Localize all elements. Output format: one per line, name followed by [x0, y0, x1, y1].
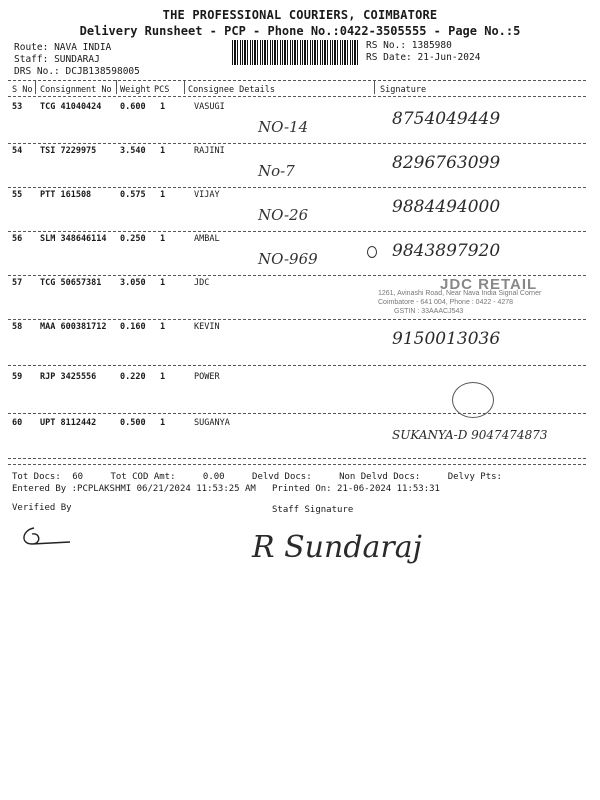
row-weight: 0.250	[120, 234, 146, 244]
row-pcs: 1	[160, 418, 166, 428]
row-divider	[8, 231, 586, 232]
row-pcs: 1	[160, 102, 166, 112]
delvy-pts-label: Delvy Pts:	[447, 472, 502, 482]
row-sno: 60	[12, 418, 23, 428]
row-divider	[8, 458, 586, 459]
row-signature-ink: 8754049449	[392, 109, 501, 129]
row-sno: 53	[12, 102, 23, 112]
col-header-pcs: PCS	[154, 85, 170, 95]
stamp-gstin: GSTIN : 33AAACJ543	[394, 308, 464, 315]
col-header-consignee: Consignee Details	[188, 85, 275, 95]
staff-label: Staff:	[14, 54, 49, 65]
row-divider	[8, 365, 586, 366]
row-consignee: VASUGI	[194, 102, 225, 112]
seal-stamp-icon	[452, 382, 494, 418]
footer-rule	[8, 464, 586, 465]
tot-docs-label: Tot Docs:	[12, 472, 61, 482]
row-weight: 3.540	[120, 146, 146, 156]
row-sno: 59	[12, 372, 23, 382]
row-weight: 0.600	[120, 102, 146, 112]
row-sno: 58	[12, 322, 23, 332]
verified-by-label: Verified By	[12, 503, 72, 513]
col-header-signature: Signature	[380, 85, 427, 95]
staff-signature-label: Staff Signature	[272, 505, 354, 515]
col-header-weight: Weight	[120, 85, 151, 95]
route-label: Route:	[14, 42, 49, 53]
row-handwritten-door-no: NO-969	[258, 250, 318, 268]
rs-no-info	[366, 40, 452, 51]
header-rule-bottom	[8, 96, 586, 97]
col-header-consignment: Consignment No	[40, 85, 112, 95]
row-signature-ink: 9843897920	[392, 241, 501, 261]
row-sno: 55	[12, 190, 23, 200]
row-signature-ink: SUKANYA-D 9047474873	[392, 428, 548, 442]
row-divider	[8, 319, 586, 320]
route-value: NAVA INDIA	[54, 42, 112, 53]
drs-label: DRS No.:	[14, 66, 60, 77]
row-handwritten-door-no: No-7	[258, 162, 295, 180]
row-handwritten-door-no: NO-26	[258, 206, 309, 224]
rs-date-value: 21-Jun-2024	[417, 52, 481, 63]
verifier-signature-icon	[14, 520, 74, 550]
row-consignee: AMBAL	[194, 234, 220, 244]
row-pcs: 1	[160, 322, 166, 332]
rs-no-label: RS No.:	[366, 40, 407, 51]
row-consignment-no: SLM 348646114	[40, 234, 107, 244]
totals-line	[12, 472, 502, 482]
row-divider	[8, 187, 586, 188]
rs-date-info	[366, 52, 480, 63]
company-title: THE PROFESSIONAL COURIERS, COIMBATORE	[162, 8, 438, 22]
col-sep	[35, 80, 36, 94]
row-handwritten-door-no: NO-14	[258, 118, 309, 136]
row-sno: 54	[12, 146, 23, 156]
drs-info	[14, 66, 140, 77]
row-consignment-no: UPT 8112442	[40, 418, 97, 428]
stamp-brand: JDC RETAIL	[440, 276, 538, 293]
col-sep	[184, 80, 185, 94]
col-sep	[374, 80, 375, 94]
staff-info	[14, 54, 100, 65]
row-consignment-no: PTT 161508	[40, 190, 92, 200]
rs-date-label: RS Date:	[366, 52, 412, 63]
row-consignee: POWER	[194, 372, 220, 382]
non-delvd-docs-label: Non Delvd Docs:	[339, 472, 421, 482]
row-signature-ink: 9150013036	[392, 329, 501, 349]
printed-on: Printed On: 21-06-2024 11:53:31	[272, 484, 440, 494]
row-weight: 0.220	[120, 372, 146, 382]
circle-mark-icon	[367, 246, 377, 258]
route-info	[14, 42, 111, 53]
col-sep	[116, 80, 117, 94]
row-weight: 0.575	[120, 190, 146, 200]
col-header-sno: S No	[12, 85, 33, 95]
row-pcs: 1	[160, 278, 166, 288]
drs-value: DCJB138598005	[65, 66, 140, 77]
barcode-image	[232, 40, 360, 65]
entered-by: Entered By :PCPLAKSHMI 06/21/2024 11:53:25 AM	[12, 484, 256, 494]
row-consignee: VIJAY	[194, 190, 220, 200]
jdc-retail-stamp	[378, 276, 588, 316]
row-consignee: KEVIN	[194, 322, 220, 332]
stamp-address-line1: 1261, Avinashi Road, Near Nava India Signal Corner	[378, 290, 542, 297]
row-consignee: JDC	[194, 278, 210, 288]
rs-no-value: 1385980	[411, 40, 452, 51]
staff-signature-ink: R Sundaraj	[252, 530, 422, 565]
row-weight: 0.160	[120, 322, 146, 332]
row-divider	[8, 413, 586, 414]
row-sno: 56	[12, 234, 23, 244]
row-pcs: 1	[160, 372, 166, 382]
row-consignee: RAJINI	[194, 146, 225, 156]
row-consignment-no: RJP 3425556	[40, 372, 97, 382]
runsheet-subtitle: Delivery Runsheet - PCP - Phone No.:0422-3505555 - Page No.:5	[79, 24, 521, 38]
stamp-address-line2: Coimbatore - 641 004, Phone : 0422 - 4278	[378, 299, 514, 306]
tot-docs-value: 60	[72, 472, 84, 482]
row-pcs: 1	[160, 234, 166, 244]
row-weight: 3.050	[120, 278, 146, 288]
delvd-docs-label: Delvd Docs:	[252, 472, 312, 482]
row-pcs: 1	[160, 146, 166, 156]
staff-value: SUNDARAJ	[54, 54, 100, 65]
tot-cod-value: 0.00	[202, 472, 225, 482]
row-consignment-no: TSI 7229975	[40, 146, 97, 156]
header-rule-top	[8, 80, 586, 81]
row-consignment-no: TCG 41040424	[40, 102, 102, 112]
row-consignee: SUGANYA	[194, 418, 230, 428]
row-signature-ink: 9884494000	[392, 197, 501, 217]
row-divider	[8, 143, 586, 144]
row-pcs: 1	[160, 190, 166, 200]
row-sno: 57	[12, 278, 23, 288]
row-consignment-no: TCG 50657381	[40, 278, 102, 288]
row-signature-ink: 8296763099	[392, 153, 501, 173]
row-weight: 0.500	[120, 418, 146, 428]
tot-cod-label: Tot COD Amt:	[110, 472, 176, 482]
row-consignment-no: MAA 600381712	[40, 322, 107, 332]
